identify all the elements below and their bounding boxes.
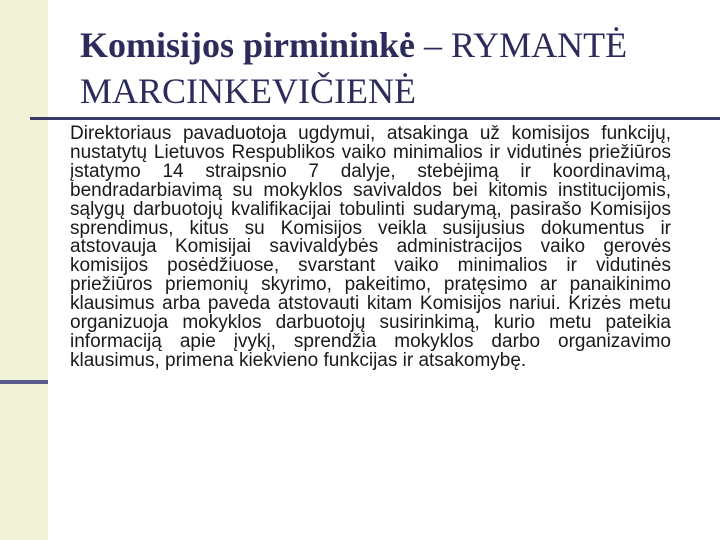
title-role: Komisijos pirmininkė — [80, 25, 416, 65]
title-divider — [30, 117, 720, 120]
body-paragraph: Direktoriaus pavaduotoja ugdymui, atsakinga už komisijos funkcijų, nustatytų Lietuvos Respublikos vaiko minimalios ir vidutinės priežiūros įstatymo 14 straipsnio 7 dalyje, stebėjimą ir koordinavimą, bendradarbiavimą su mokyklos savivaldos bei kitomis institucijomis, sąlygų darbuotojų kvalifikacijai tobulinti sudarymą, pasirašo Komisijos sprendimus, kitus su Komisijos veikla susijusius dokumentus ir atstovauja Komisijai savivaldybės administracijos vaiko gerovės komisijos posėdžiuose, svarstant vaiko minimalios ir vidutinės priežiūros priemonių skyrimo, pakeitimo, pratęsimo ar panaikinimo klausimus arba paveda atstovauti kitam Komisijos nariui. Krizės metu organizuoja mokyklos darbuotojų susirinkimą, kurio metu pateikia informaciją apie įvykį, sprendžia mokyklos darbo organizavimo klausimus, primena kiekvieno funkcijas ir atsakomybę. — [70, 123, 671, 371]
left-bar-accent — [0, 380, 48, 384]
left-decorative-bar — [0, 0, 48, 540]
slide-title — [80, 22, 700, 114]
title-name: – RYMANTĖ MARCINKEVIČIENĖ — [80, 25, 628, 111]
